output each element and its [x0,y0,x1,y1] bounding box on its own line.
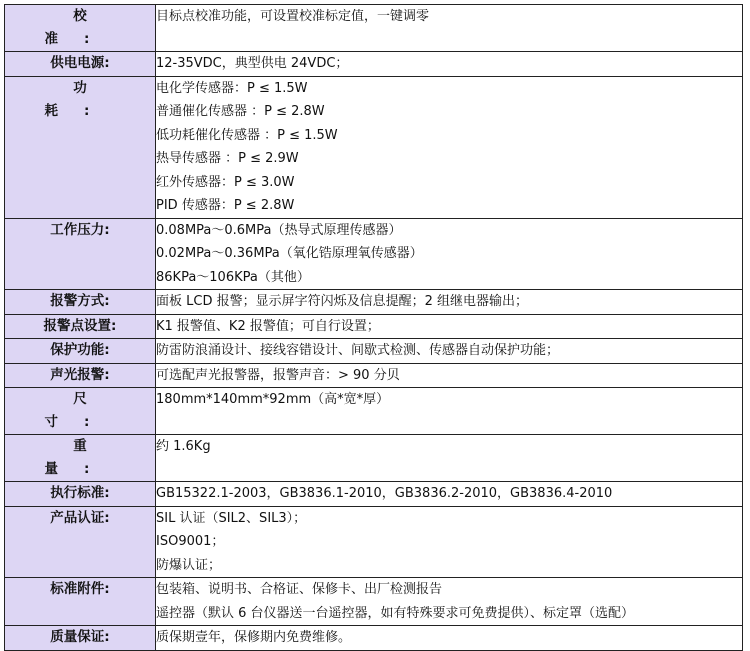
value-line: 质保期壹年，保修期内免费维修。 [156,630,352,645]
value-line: 面板 LCD 报警；显示屏字符闪烁及信息提醒；2 组继电器输出； [156,294,528,309]
row-value [156,339,743,364]
value-line: 86KPa～106KPa（其他） [156,269,310,285]
value-line: 可选配声光报警器，报警声音：> 90 分贝 [156,367,400,383]
row-value [156,76,743,218]
row-value [156,5,743,52]
table-row-dimensions [5,388,743,435]
row-value [156,578,743,626]
row-label: 校 准: [5,5,156,52]
row-value [156,290,743,315]
value-line: 0.02MPa～0.36MPa（氧化锆原理氧传感器） [156,246,423,261]
table-row-warranty [5,626,743,651]
spec-table [4,4,743,651]
value-line: SIL 认证（SIL2、SIL3）； [156,510,307,526]
row-label: 质量保证: [5,626,156,651]
value-line: 180mm*140mm*92mm（高*宽*厚） [156,392,390,407]
table-row-power-supply [5,52,743,77]
table-row-working-pressure [5,218,743,290]
table-row-alarm-point [5,314,743,339]
row-label: 报警方式: [5,290,156,315]
row-value [156,482,743,507]
value-line: 0.08MPa～0.6MPa（热导式原理传感器） [156,222,402,238]
value-line: 防雷防浪涌设计、接线容错设计、间歇式检测、传感器自动保护功能； [156,343,560,358]
row-value [156,435,743,482]
row-label: 工作压力: [5,218,156,290]
value-line: 红外传感器：P ≤ 3.0W [156,174,295,190]
table-row-certification [5,506,743,578]
row-label: 声光报警: [5,363,156,388]
row-value [156,388,743,435]
table-row-calibration [5,5,743,52]
row-value [156,363,743,388]
value-line: GB15322.1-2003，GB3836.1-2010，GB3836.2-2010，GB3836.4-2010 [156,486,613,501]
row-label: 功 耗: [5,76,156,218]
row-label: 报警点设置: [5,314,156,339]
value-line: 遥控器（默认 6 台仪器送一台遥控器，如有特殊要求可免费提供）、标定罩（选配） [156,605,635,621]
row-value [156,52,743,77]
row-value [156,218,743,290]
row-label: 供电电源: [5,52,156,77]
row-value [156,506,743,578]
value-line: 电化学传感器：P ≤ 1.5W [156,80,308,96]
value-line: K1 报警值、K2 报警值；可自行设置； [156,318,380,334]
row-label: 执行标准: [5,482,156,507]
row-label: 产品认证: [5,506,156,578]
value-line: 普通催化传感器 ：P ≤ 2.8W [156,104,325,119]
table-row-power-consumption [5,76,743,218]
row-label: 保护功能: [5,339,156,364]
row-label: 标准附件: [5,578,156,626]
value-line: 低功耗催化传感器 ：P ≤ 1.5W [156,127,338,143]
value-line: 约 1.6Kg [156,439,211,454]
table-row-protection [5,339,743,364]
value-line: 防爆认证； [156,557,222,573]
value-line: 热导传感器 ：P ≤ 2.9W [156,151,299,166]
table-row-accessories [5,578,743,626]
row-value [156,314,743,339]
table-row-weight [5,435,743,482]
value-line: 目标点校准功能，可设置校准标定值，一键调零 [156,9,430,24]
table-row-sound-light-alarm [5,363,743,388]
value-line: 12-35VDC，典型供电 24VDC； [156,56,349,71]
row-value [156,626,743,651]
value-line: 包装箱、说明书、合格证、保修卡、出厂检测报告 [156,582,443,597]
row-label: 重 量: [5,435,156,482]
table-row-standards [5,482,743,507]
value-line: PID 传感器：P ≤ 2.8W [156,198,295,213]
value-line: ISO9001； [156,534,225,549]
row-label: 尺 寸: [5,388,156,435]
table-row-alarm-mode [5,290,743,315]
